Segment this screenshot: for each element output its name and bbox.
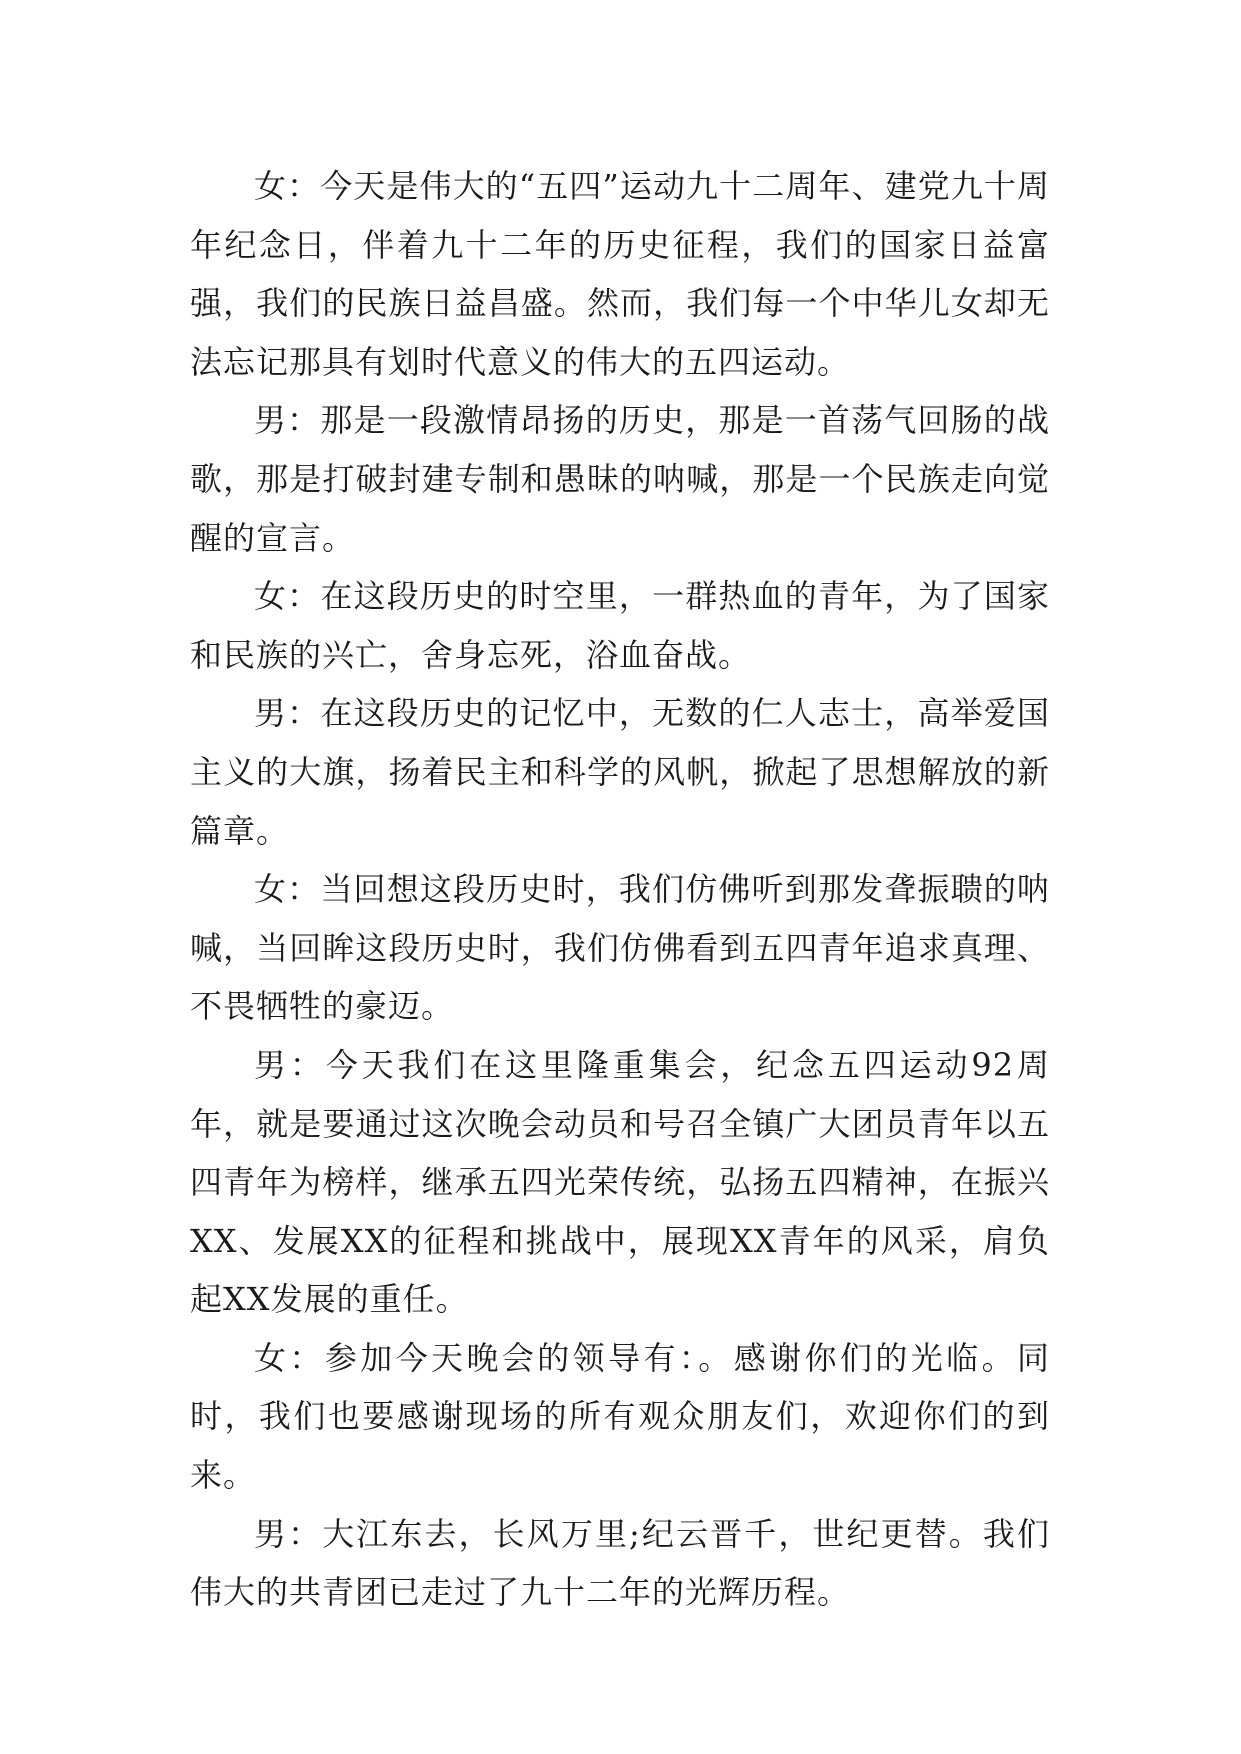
paragraph: 女：今天是伟大的“五四”运动九十二周年、建党九十周年纪念日，伴着九十二年的历史征程，我们的国家日益富强，我们的民族日益昌盛。然而，我们每一个中华儿女却无法忘记那具有划时代意义的伟大的五四运动。 — [190, 167, 1050, 381]
paragraph: 男：今天我们在这里隆重集会，纪念五四运动92周年，就是要通过这次晚会动员和号召全镇广大团员青年以五四青年为榜样，继承五四光荣传统，弘扬五四精神，在振兴XX、发展XX的征程和挑战中，展现XX青年的风采，肩负起XX发展的重任。 — [190, 1045, 1050, 1319]
paragraph: 男：在这段历史的记忆中，无数的仁人志士，高举爱国主义的大旗，扬着民主和科学的风帆，掀起了思想解放的新篇章。 — [190, 694, 1050, 850]
paragraph: 女：在这段历史的时空里，一群热血的青年，为了国家和民族的兴亡，舍身忘死，浴血奋战。 — [190, 577, 1050, 674]
document-body — [190, 157, 1050, 1622]
paragraph: 女：当回想这段历史时，我们仿佛听到那发聋振聩的呐喊，当回眸这段历史时，我们仿佛看到五四青年追求真理、不畏牺牲的豪迈。 — [190, 870, 1050, 1026]
paragraph: 男：那是一段激情昂扬的历史，那是一首荡气回肠的战歌，那是打破封建专制和愚昧的呐喊，那是一个民族走向觉醒的宣言。 — [190, 401, 1050, 557]
paragraph: 男：大江东去，长风万里;纪云晋千，世纪更替。我们伟大的共青团已走过了九十二年的光辉历程。 — [190, 1514, 1050, 1612]
paragraph: 女：参加今天晚会的领导有：。感谢你们的光临。同时，我们也要感谢现场的所有观众朋友们，欢迎你们的到来。 — [190, 1338, 1050, 1495]
